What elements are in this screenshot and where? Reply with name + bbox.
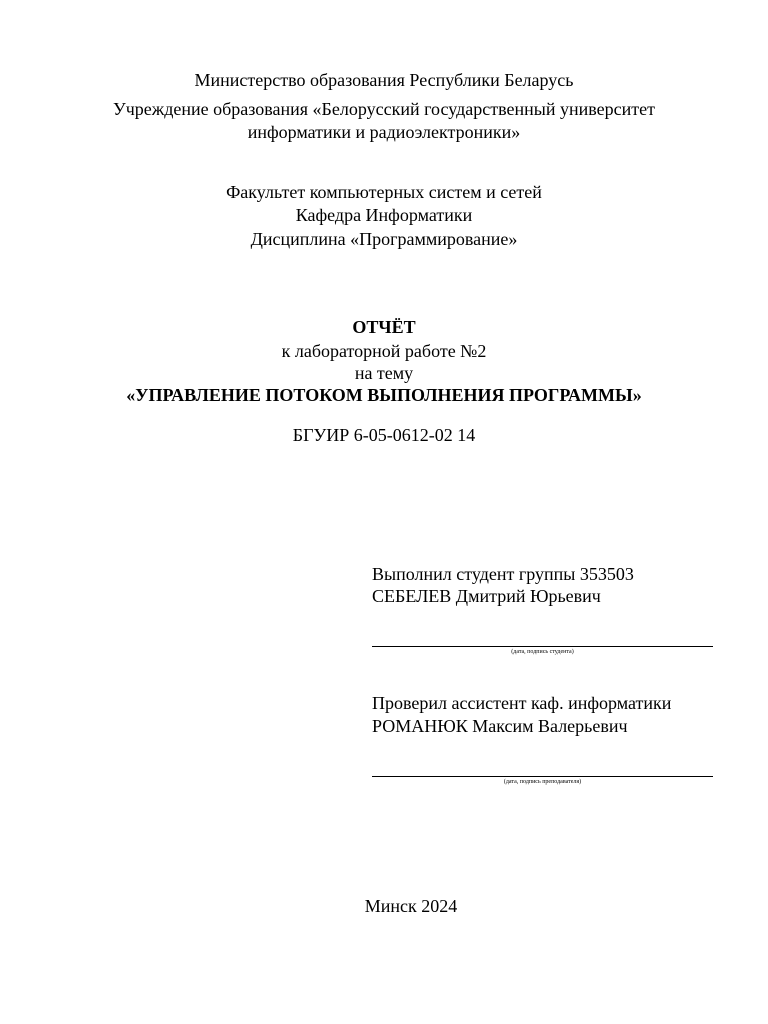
student-role: Выполнил студент группы 353503 <box>372 564 634 584</box>
report-subtitle: к лабораторной работе №2 <box>281 341 487 361</box>
teacher-name: РОМАНЮК Максим Валерьевич <box>372 716 628 736</box>
report-topic: «УПРАВЛЕНИЕ ПОТОКОМ ВЫПОЛНЕНИЯ ПРОГРАММЫ» <box>126 385 642 405</box>
student-name: СЕБЕЛЕВ Дмитрий Юрьевич <box>372 586 601 606</box>
faculty-line: Факультет компьютерных систем и сетей <box>226 182 542 202</box>
teacher-role: Проверил ассистент каф. информатики <box>372 693 672 713</box>
institution-line-2: информатики и радиоэлектроники» <box>247 122 521 142</box>
institution-line-1: Учреждение образования «Белорусский государственный университет <box>112 99 655 119</box>
document-code: БГУИР 6-05-0612-02 14 <box>292 425 476 445</box>
chair-line: Кафедра Информатики <box>295 205 473 225</box>
report-title: ОТЧЁТ <box>352 317 416 337</box>
city-year: Минск 2024 <box>364 896 458 916</box>
teacher-signature-line <box>372 776 713 777</box>
topic-intro: на тему <box>354 363 414 383</box>
teacher-signature-caption: (дата, подпись преподавателя) <box>503 779 582 785</box>
student-signature-caption: (дата, подпись студента) <box>511 649 574 655</box>
student-signature-line <box>372 646 713 647</box>
ministry-line: Министерство образования Республики Беларусь <box>194 70 574 90</box>
discipline-line: Дисциплина «Программирование» <box>250 229 518 249</box>
